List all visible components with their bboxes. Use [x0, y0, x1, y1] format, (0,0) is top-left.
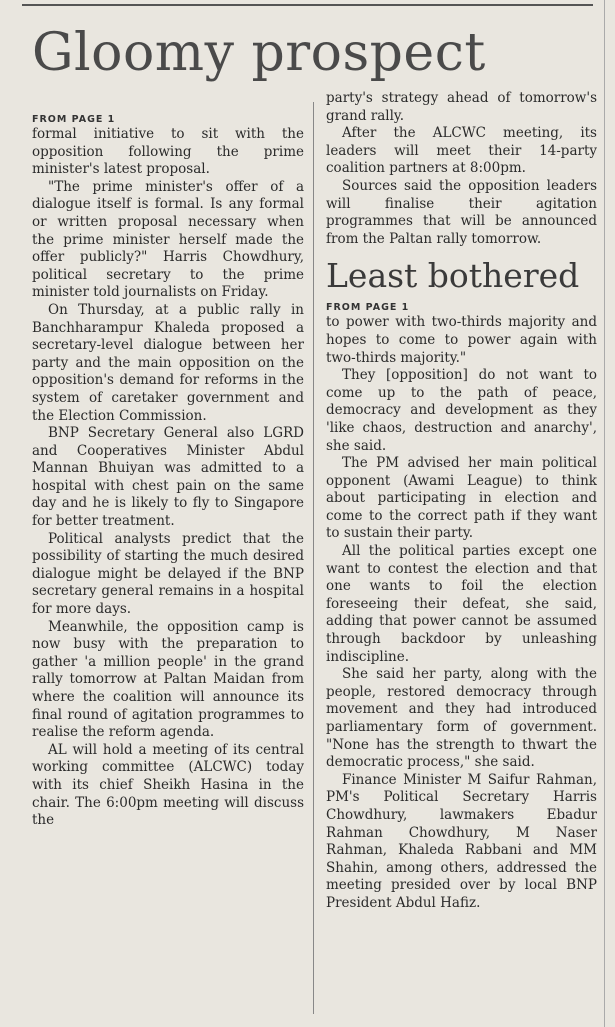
paragraph: They [opposition] do not want to come up to the path of peace, democracy and development as they 'like chaos, destruction and anarchy', she said. — [326, 367, 597, 454]
top-rule — [22, 4, 593, 6]
paragraph: All the political parties except one want to contest the election and that one wants to foil the election foreseeing their defeat, she said, adding that power cannot be assumed through backdoor by unleashing indiscipline. — [326, 543, 597, 665]
paragraph: Political analysts predict that the possibility of starting the much desired dialogue might be delayed if the BNP secretary general remains in a hospital for more days. — [32, 530, 304, 618]
headline-least-bothered: Least bothered — [326, 256, 580, 296]
paragraph: party's strategy ahead of tomorrow's grand rally. — [326, 90, 597, 124]
paragraph: Finance Minister M Saifur Rahman, PM's Political Secretary Harris Chowdhury, lawmakers Ebadur Rahman Chowdhury, M Naser Rahman, Khaleda Rabbani and MM Shahin, among others, addressed the meeting presided over by local BNP President Abdul Hafiz. — [326, 771, 597, 911]
paragraph: BNP Secretary General also LGRD and Cooperatives Minister Abdul Mannan Bhuiyan was admitted to a hospital with chest pain on the same day and he is likely to fly to Singapore for better treatment. — [32, 425, 304, 530]
paragraph: to power with two-thirds majority and hopes to come to power again with two-thirds majority." — [326, 314, 597, 366]
paragraph: Meanwhile, the opposition camp is now busy with the preparation to gather 'a million people' in the grand rally tomorrow at Paltan Maidan from where the coalition will announce its final round of agitation programmes to realise the reform agenda. — [32, 618, 304, 741]
left-column — [32, 114, 304, 830]
paragraph: After the ALCWC meeting, its leaders will meet their 14-party coalition partners at 8:00pm. — [326, 125, 597, 177]
paragraph: She said her party, along with the people, restored democracy through movement and they had introduced parliamentary form of government. "None has the strength to thwart the democratic process," she said. — [326, 666, 597, 771]
paragraph: "The prime minister's offer of a dialogue itself is formal. Is any formal or written proposal necessary when the prime minister herself made the offer publicly?" Harris Chowdhury, political secretary to the prime minister told journalists on Friday. — [32, 178, 304, 301]
paragraph: AL will hold a meeting of its central working committee (ALCWC) today with its chief Sheikh Hasina in the chair. The 6:00pm meeting will discuss the — [32, 741, 304, 829]
right-column — [326, 90, 597, 913]
paragraph: On Thursday, at a public rally in Banchharampur Khaleda proposed a secretary-level dialogue between her party and the main opposition on the opposition's demand for reforms in the system of caretaker government and the Election Commission. — [32, 301, 304, 424]
paragraph: Sources said the opposition leaders will finalise their agitation programmes that will be announced from the Paltan rally tomorrow. — [326, 177, 597, 247]
column-divider — [313, 102, 314, 1014]
kicker-from-page-1: FROM PAGE 1 — [32, 114, 116, 125]
page-edge — [604, 0, 605, 1027]
paragraph: The PM advised her main political opponent (Awami League) to think about participating in election and come to the correct path if they want to sustain their party. — [326, 455, 597, 542]
paragraph: formal initiative to sit with the opposition following the prime minister's latest proposal. — [32, 126, 304, 178]
headline-gloomy-prospect: Gloomy prospect — [32, 23, 486, 83]
kicker-from-page-1: FROM PAGE 1 — [326, 302, 410, 314]
